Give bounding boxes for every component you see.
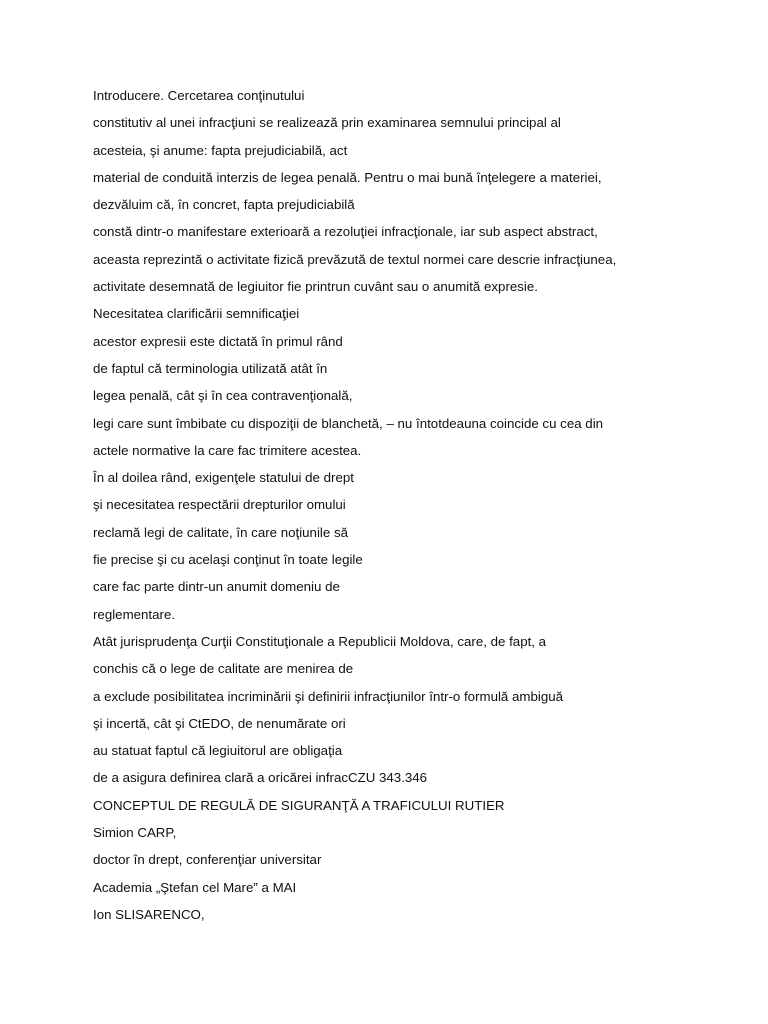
- text-line: şi necesitatea respectării drepturilor omului: [93, 497, 346, 513]
- text-line: În al doilea rând, exigenţele statului de drept: [93, 470, 354, 486]
- author-title: doctor în drept, conferenţiar universitar: [93, 852, 322, 868]
- text-line: dezvăluim că, în concret, fapta prejudiciabilă: [93, 197, 355, 213]
- text-line: Atât jurisprudenţa Curţii Constituţionale a Republicii Moldova, care, de fapt, a: [93, 633, 547, 649]
- text-line: activitate desemnată de legiuitor fie printrun cuvânt sau o anumită expresie.: [93, 279, 538, 295]
- text-line: acesteia, şi anume: fapta prejudiciabilă, act: [93, 142, 348, 158]
- author-affiliation: Academia „Ştefan cel Mare” a MAI: [93, 879, 297, 895]
- text-line: conchis că o lege de calitate are menirea de: [93, 661, 354, 677]
- text-line: reglementare.: [93, 606, 176, 622]
- text-line: legi care sunt îmbibate cu dispoziţii de blanchetă, – nu întotdeauna coincide cu cea din: [93, 415, 604, 431]
- text-line: de a asigura definirea clară a oricărei infracCZU 343.346: [93, 770, 428, 786]
- text-line: Necesitatea clarificării semnificaţiei: [93, 306, 300, 322]
- document-body: [93, 87, 733, 933]
- text-line: de faptul că terminologia utilizată atât în: [93, 360, 328, 376]
- text-line: Introducere. Cercetarea conţinutului: [93, 88, 305, 103]
- author-name: Ion SLISARENCO,: [93, 906, 205, 922]
- author-name: Simion CARP,: [93, 825, 177, 841]
- text-line: acestor expresii este dictată în primul rând: [93, 333, 343, 349]
- article-title: CONCEPTUL DE REGULĂ DE SIGURANŢĂ A TRAFICULUI RUTIER: [93, 797, 505, 813]
- text-line: aceasta reprezintă o activitate fizică prevăzută de textul normei care descrie infracţiunea,: [93, 251, 617, 267]
- text-line: a exclude posibilitatea incriminării şi definirii infracţiunilor într-o formulă ambiguă: [93, 688, 564, 704]
- text-line: şi incertă, cât şi CtEDO, de nenumărate ori: [93, 715, 346, 731]
- text-line: fie precise şi cu acelaşi conţinut în toate legile: [93, 552, 363, 568]
- text-line: constă dintr-o manifestare exterioară a rezoluţiei infracţionale, iar sub aspect abstract,: [93, 224, 598, 240]
- text-line: constitutiv al unei infracţiuni se realizează prin examinarea semnului principal al: [93, 115, 561, 131]
- text-line: actele normative la care fac trimitere acestea.: [93, 442, 362, 458]
- text-line: au statuat faptul că legiuitorul are obligaţia: [93, 743, 343, 759]
- text-line: material de conduită interzis de legea penală. Pentru o mai bună înţelegere a materiei,: [93, 169, 602, 185]
- text-line: legea penală, cât şi în cea contravenţională,: [93, 388, 353, 404]
- text-line: reclamă legi de calitate, în care noţiunile să: [93, 524, 348, 540]
- text-line: care fac parte dintr-un anumit domeniu de: [93, 579, 340, 595]
